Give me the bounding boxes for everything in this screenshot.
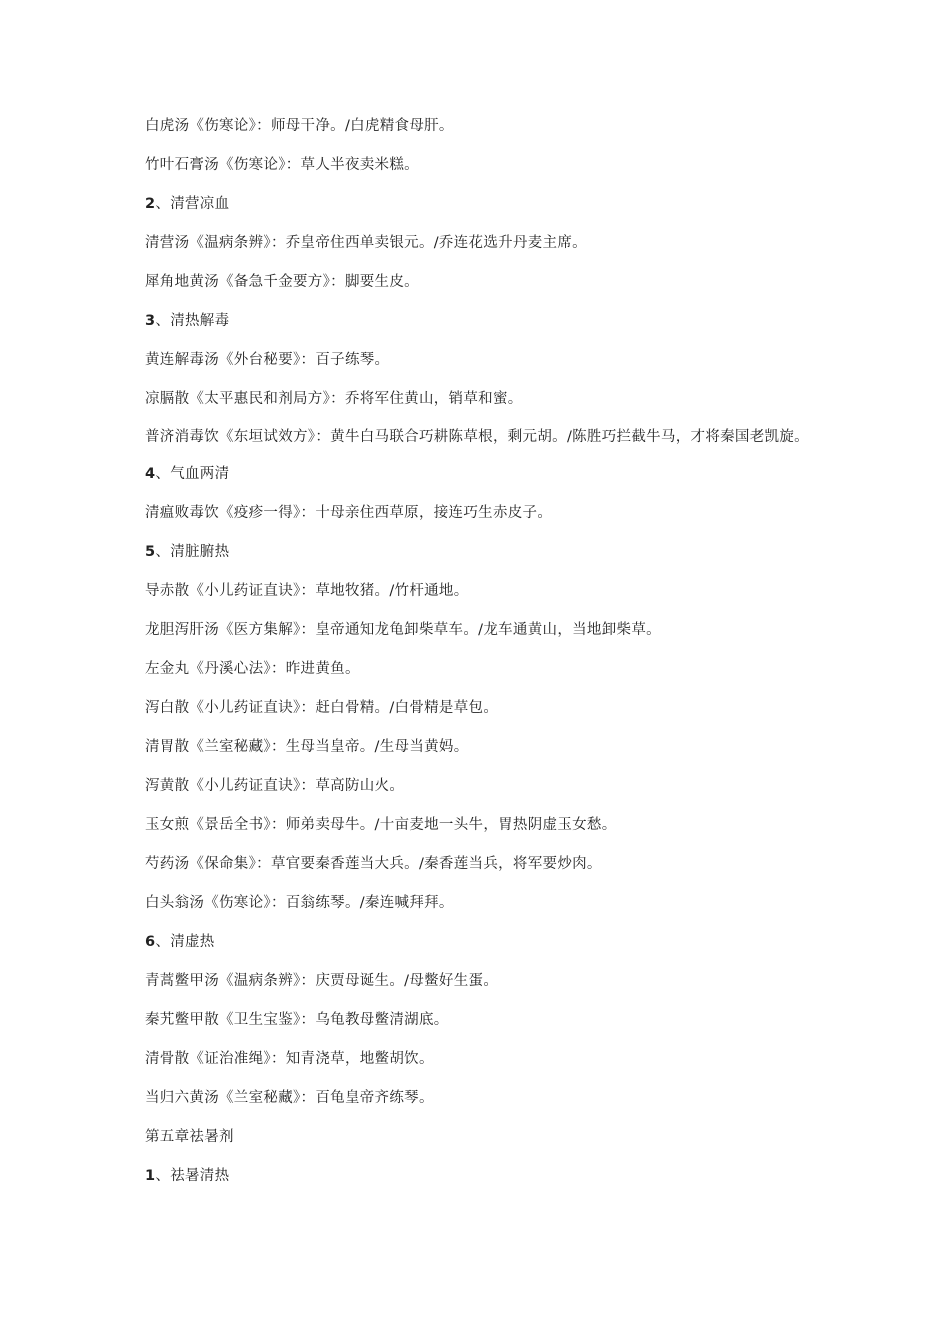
section-heading xyxy=(145,1166,825,1186)
paragraph: 秦艽鳖甲散《卫生宝鉴》：乌龟教母鳖清湖底。 xyxy=(145,1012,449,1028)
chapter-title: 第五章祛暑剂 xyxy=(145,1129,234,1145)
paragraph: 清骨散《证治准绳》：知青浇草，地鳖胡饮。 xyxy=(145,1051,434,1067)
section-number: 6 xyxy=(145,934,156,950)
section-heading xyxy=(145,542,825,562)
paragraph: 清胃散《兰室秘藏》：生母当皇帝。/生母当黄妈。 xyxy=(145,739,469,755)
paragraph: 导赤散《小儿药证直诀》：草地牧猪。/竹杆通地。 xyxy=(145,583,469,599)
paragraph: 白头翁汤《伤寒论》：百翁练琴。/秦连喊拜拜。 xyxy=(145,895,454,911)
paragraph: 青蒿鳖甲汤《温病条辨》：庆贾母诞生。/母鳖好生蛋。 xyxy=(145,973,499,989)
section-number: 3 xyxy=(145,313,156,329)
section-title: 、清脏腑热 xyxy=(155,544,230,560)
paragraph: 黄连解毒汤《外台秘要》：百子练琴。 xyxy=(145,352,390,368)
paragraph: 玉女煎《景岳全书》：师弟卖母牛。/十亩麦地一头牛，胃热阴虚玉女愁。 xyxy=(145,817,617,833)
paragraph: 泻黄散《小儿药证直诀》：草高防山火。 xyxy=(145,778,405,794)
section-heading xyxy=(145,932,825,952)
section-heading xyxy=(145,464,825,484)
paragraph: 白虎汤《伤寒论》：师母干净。/白虎精食母肝。 xyxy=(145,118,454,134)
paragraph: 龙胆泻肝汤《医方集解》：皇帝通知龙龟卸柴草车。/龙车通黄山，当地卸柴草。 xyxy=(145,622,661,638)
paragraph: 普济消毒饮《东垣试效方》：黄牛白马联合巧耕陈草根，剩元胡。/陈胜巧拦截牛马，才将秦国老凯旋。 xyxy=(145,429,809,445)
section-title: 、清虚热 xyxy=(155,934,215,950)
paragraph: 芍药汤《保命集》：草官要秦香莲当大兵。/秦香莲当兵，将军要炒肉。 xyxy=(145,856,602,872)
paragraph: 清瘟败毒饮《疫疹一得》：十母亲住西草原，接连巧生赤皮子。 xyxy=(145,505,553,521)
section-title: 、气血两清 xyxy=(155,466,230,482)
section-heading xyxy=(145,311,825,331)
paragraph: 左金丸《丹溪心法》：昨进黄鱼。 xyxy=(145,661,360,677)
section-number: 5 xyxy=(145,544,156,560)
section-number: 4 xyxy=(145,466,156,482)
paragraph: 竹叶石膏汤《伤寒论》：草人半夜卖米糕。 xyxy=(145,157,419,173)
section-heading xyxy=(145,194,825,214)
paragraph: 凉膈散《太平惠民和剂局方》：乔将军住黄山，销草和蜜。 xyxy=(145,391,523,407)
paragraph: 犀角地黄汤《备急千金要方》：脚要生皮。 xyxy=(145,274,419,290)
paragraph: 泻白散《小儿药证直诀》：赶白骨精。/白骨精是草包。 xyxy=(145,700,499,716)
section-title: 、清营凉血 xyxy=(155,196,230,212)
paragraph: 当归六黄汤《兰室秘藏》：百龟皇帝齐练琴。 xyxy=(145,1090,434,1106)
section-number: 1 xyxy=(145,1168,156,1184)
section-number: 2 xyxy=(145,196,156,212)
section-title: 、祛暑清热 xyxy=(155,1168,230,1184)
document-page xyxy=(145,116,825,1205)
section-title: 、清热解毒 xyxy=(155,313,230,329)
paragraph: 清营汤《温病条辨》：乔皇帝住西单卖银元。/乔连花选升丹麦主席。 xyxy=(145,235,587,251)
